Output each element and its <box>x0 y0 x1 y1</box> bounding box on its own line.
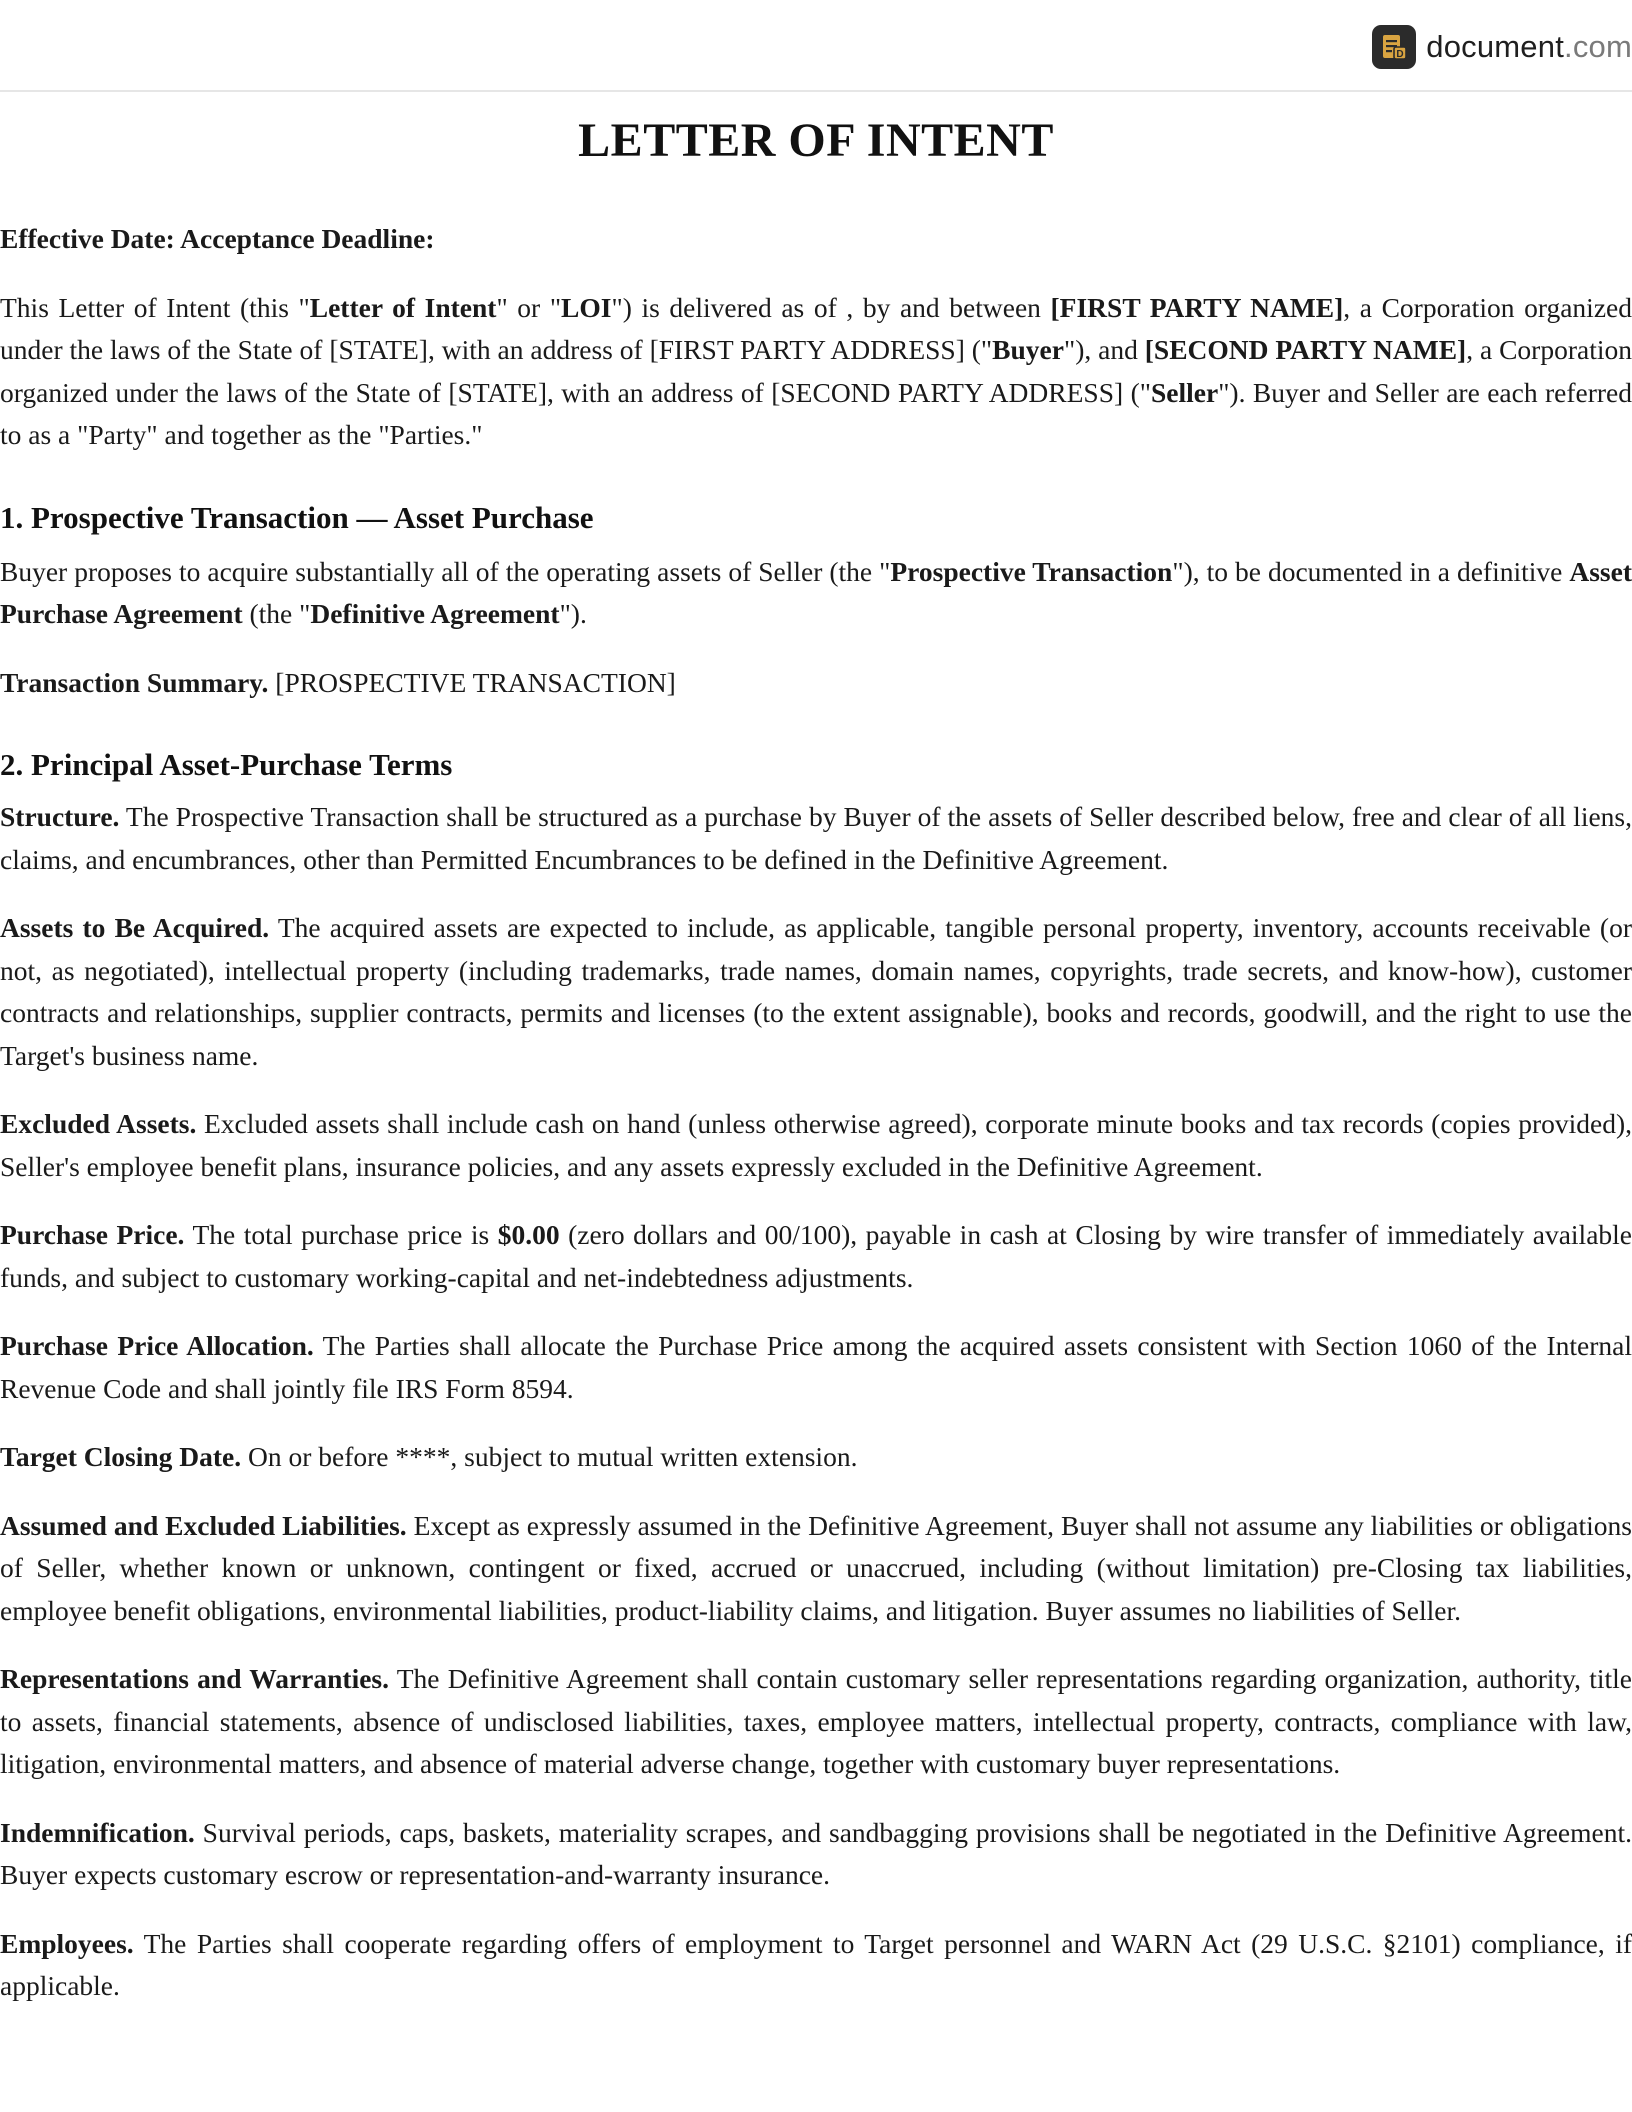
clause-purchase-price-allocation <box>0 1325 1632 1410</box>
clause-representations <box>0 1658 1632 1786</box>
clause-text: Survival periods, caps, baskets, materiality scrapes, and sandbagging provisions shall be negotiated in the Definitive Agreement. Buyer expects customary escrow or representation-and-warranty insurance. <box>0 1816 1632 1890</box>
clause-label: Assets to Be Acquired. <box>0 912 270 943</box>
clause-liabilities <box>0 1505 1632 1633</box>
section-2-heading: 2. Principal Asset-Purchase Terms <box>0 747 453 782</box>
defined-term: Definitive Agreement <box>310 598 560 629</box>
svg-text:D: D <box>1396 49 1404 60</box>
paragraph-text: (the " <box>242 598 311 629</box>
brand-tld: .com <box>1564 29 1632 64</box>
paragraph-text: "), to be documented in a definitive <box>1172 555 1570 587</box>
clause-label: Structure. <box>0 801 120 832</box>
brand-logo[interactable] <box>1372 24 1632 70</box>
dates-line: Effective Date: Acceptance Deadline: <box>0 223 435 254</box>
intro-text: " or " <box>496 291 562 323</box>
intro-text: , a Corporation organized under the laws of the State of [STATE], with an address of [SECOND PARTY ADDRESS] (" <box>0 334 1632 408</box>
defined-term: Prospective Transaction <box>890 555 1173 587</box>
intro-text: "). Buyer and Seller are each referred to as a "Party" and together as the "Parties." <box>0 376 1632 450</box>
paragraph-text: Buyer proposes to acquire substantially all of the operating assets of Seller (the " <box>0 555 891 587</box>
intro-text: This Letter of Intent (this " <box>0 291 310 323</box>
first-party-name: [FIRST PARTY NAME] <box>1050 291 1344 323</box>
clause-text: The Parties shall cooperate regarding offers of employment to Target personnel and WARN Act (29 U.S.C. §2101) compliance, if applicable. <box>0 1927 1632 2001</box>
clause-indemnification <box>0 1812 1632 1897</box>
clause-assets-to-be-acquired <box>0 907 1632 1077</box>
document-logo-icon <box>1372 25 1416 69</box>
clause-text: The Prospective Transaction shall be structured as a purchase by Buyer of the assets of Seller described below, free and clear of all liens, claims, and encumbrances, other than Permitted Encumbrances to be defined in the Definitive Agreement. <box>0 801 1632 875</box>
second-party-name: [SECOND PARTY NAME] <box>1144 334 1467 365</box>
defined-term: Buyer <box>992 334 1064 365</box>
document-title: LETTER OF INTENT <box>578 114 1054 167</box>
clause-label: Representations and Warranties. <box>0 1663 390 1694</box>
defined-term: LOI <box>561 291 612 323</box>
brand-wordmark <box>1426 29 1632 65</box>
clause-label: Employees. <box>0 1927 134 1959</box>
clause-label: Purchase Price Allocation. <box>0 1330 314 1361</box>
document-body <box>0 92 1632 2008</box>
clause-target-closing-date <box>0 1436 1632 1479</box>
clause-excluded-assets <box>0 1103 1632 1188</box>
clause-text: The acquired assets are expected to include, as applicable, tangible personal property, inventory, accounts receivable (or not, as negotiated), intellectual property (including trademarks, trade names, domain names, copyrights, trade secrets, and know-how), customer contracts and relationships, supplier contracts, permits and licenses (to the extent assignable), books and records, goodwill, and the right to use the Target's business name. <box>0 912 1632 1071</box>
top-bar <box>0 0 1632 92</box>
section-1-heading: 1. Prospective Transaction — Asset Purchase <box>0 499 594 535</box>
clause-text: Except as expressly assumed in the Definitive Agreement, Buyer shall not assume any liabilities or obligations of Seller, whether known or unknown, contingent or fixed, accrued or unaccrued, including (without limitation) pre-Closing tax liabilities, employee benefit obligations, environmental liabilities, product-liability claims, and litigation. Buyer assumes no liabilities of Seller. <box>0 1509 1632 1626</box>
defined-term: Seller <box>1150 376 1219 408</box>
clause-text: Excluded assets shall include cash on hand (unless otherwise agreed), corporate minute books and tax records (copies provided), Seller's employee benefit plans, insurance policies, and any assets expressly excluded in the Definitive Agreement. <box>0 1108 1632 1182</box>
paragraph-text: "). <box>559 598 587 629</box>
defined-term: Asset Purchase Agreement <box>0 555 1632 629</box>
intro-text: , a Corporation organized under the laws of the State of [STATE], with an address of [FIRST PARTY ADDRESS] (" <box>0 291 1632 365</box>
clause-text: [PROSPECTIVE TRANSACTION] <box>268 666 676 698</box>
clause-text: (zero dollars and 00/100), payable in cash at Closing by wire transfer of immediately available funds, and subject to customary working-capital and net-indebtedness adjustments. <box>0 1219 1632 1293</box>
section-1-lead <box>0 551 1632 636</box>
clause-text: The Parties shall allocate the Purchase Price among the acquired assets consistent with Section 1060 of the Internal Revenue Code and shall jointly file IRS Form 8594. <box>0 1330 1632 1404</box>
clause-employees <box>0 1923 1632 2008</box>
clause-purchase-price <box>0 1214 1632 1299</box>
defined-term: Letter of Intent <box>309 291 497 323</box>
transaction-summary <box>0 662 1632 705</box>
clause-text: The total purchase price is <box>184 1219 498 1250</box>
intro-paragraph <box>0 287 1632 457</box>
clause-text: The Definitive Agreement shall contain customary seller representations regarding organization, authority, title to assets, financial statements, absence of undisclosed liabilities, taxes, employee matters, intellectual property, contracts, compliance with law, litigation, environmental matters, and absence of material adverse change, together with customary buyer representations. <box>0 1663 1632 1779</box>
intro-text: "), and <box>1063 334 1145 365</box>
clause-label: Indemnification. <box>0 1816 195 1848</box>
clause-label: Assumed and Excluded Liabilities. <box>0 1509 407 1541</box>
intro-text: ") is delivered as of , by and between <box>611 291 1051 323</box>
clause-label: Excluded Assets. <box>0 1108 197 1139</box>
clause-text: On or before ****, subject to mutual written extension. <box>241 1441 858 1472</box>
clause-label: Transaction Summary. <box>0 666 269 698</box>
clause-label: Target Closing Date. <box>0 1441 242 1472</box>
clause-structure <box>0 796 1632 881</box>
clause-label: Purchase Price. <box>0 1219 185 1250</box>
purchase-price-amount: $0.00 <box>497 1219 560 1250</box>
brand-name: document <box>1426 29 1565 64</box>
